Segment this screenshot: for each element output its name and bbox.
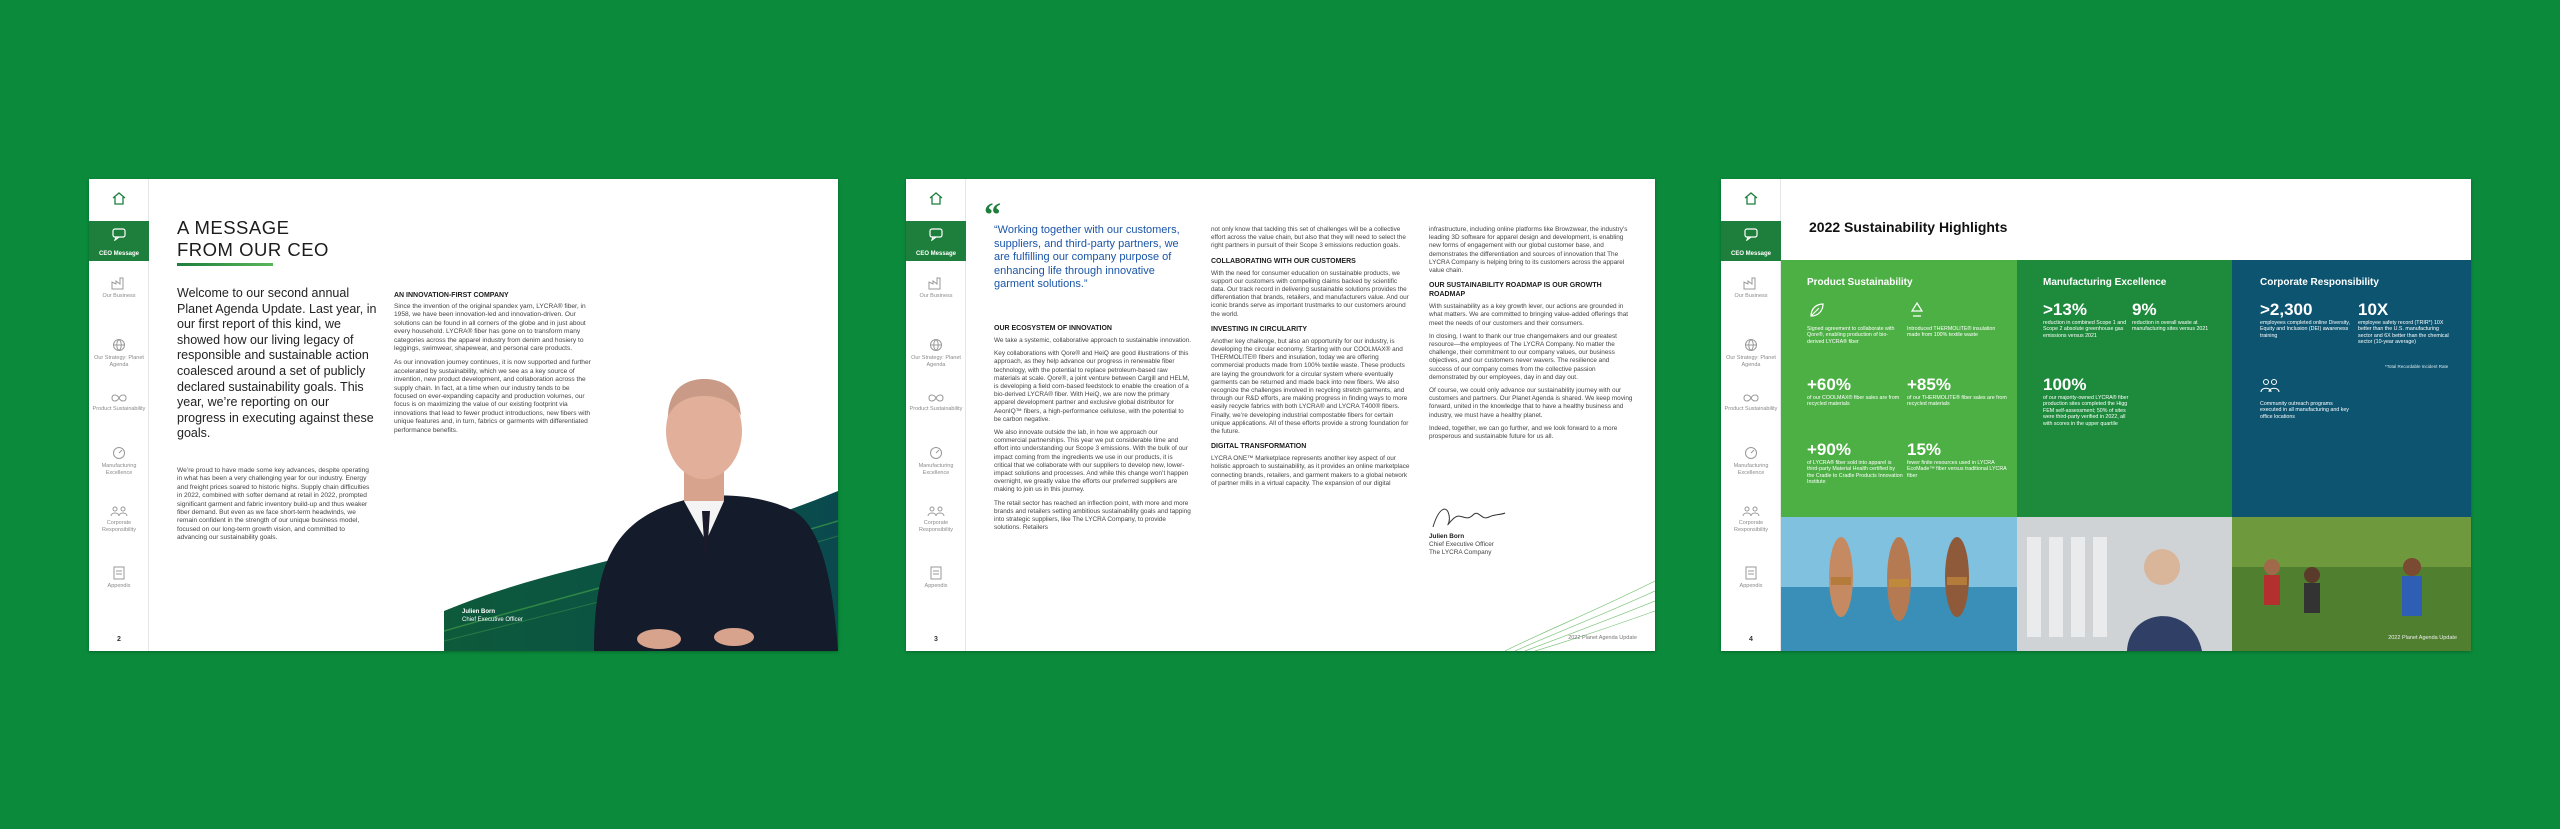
stat-item: +85% of our THERMOLITE® fiber sales are from recycled materials — [1907, 375, 2007, 408]
sidebar-item-ceo-message[interactable] — [89, 221, 149, 261]
sidebar-item-manufacturing[interactable]: Manufacturing Excellence — [89, 446, 149, 476]
gauge-icon — [112, 446, 126, 460]
sidebar-item-strategy[interactable]: Our Strategy: Planet Agenda — [1721, 338, 1781, 368]
document-icon — [930, 566, 942, 580]
infinity-icon — [928, 393, 944, 403]
recycle-icon — [1907, 300, 1927, 320]
document-icon — [1745, 566, 1757, 580]
page-number: 4 — [1749, 636, 1753, 643]
sidebar-item-business[interactable]: Our Business — [89, 276, 149, 300]
sidebar-item-strategy[interactable]: Our Strategy: Planet Agenda — [89, 338, 149, 368]
ceo-signature-block: Julien Born Chief Executive Officer The LYCRA Company — [1429, 533, 1494, 556]
body-column: Since the invention of the original spandex yarn, LYCRA® fiber, in 1958, we have been innovation-led and innovation-driven. Our solutions can be found in all corners of the globe and in just about every household. LYCRA® fiber has gone on to transform many categories across the apparel industry from denim and hosiery to leggings, swimwear, shapewear, and personal care products. As our innovation journey continues, it is now supported and further accelerated by sustainability, which we see as a key source of invention, new product development, and collaboration across the supply chain. In fact, at a time when our industry tends to be focused on ever-expanding capacity and production volumes, our focus is on maximizing the value of our existing footprint via innovations that lead to fewer product introductions, new fibers with unique features and, in turn, fabrics or garments with differentiated performance benefits. — [394, 303, 591, 434]
page-number: 2 — [117, 636, 121, 643]
stat-item: Community outreach programs executed in all manufacturing and key office locations — [2260, 375, 2354, 420]
people-icon — [1742, 505, 1760, 517]
leaf-icon — [1807, 300, 1827, 320]
beach-swimwear-photo — [1781, 517, 2017, 651]
sidebar-item-business[interactable]: Our Business — [1721, 276, 1781, 300]
product-sustainability-panel — [1781, 260, 2017, 517]
home-icon[interactable] — [111, 191, 127, 205]
gauge-icon — [929, 446, 943, 460]
page-title: 2022 Sustainability Highlights — [1809, 219, 2008, 235]
page-ceo-message-1 — [89, 179, 838, 651]
sidebar-item-ceo-message[interactable] — [1721, 221, 1781, 261]
stat-item: 15% fewer finite resources used in LYCRA EcoMade™ fiber versus traditional LYCRA fiber — [1907, 440, 2007, 479]
sidebar-item-ceo-message[interactable] — [906, 221, 966, 261]
community-gardening-photo — [2232, 517, 2471, 651]
footnote: *Total Recordable Incident Rate — [2385, 364, 2449, 369]
panel-heading: Product Sustainability — [1807, 277, 1913, 288]
globe-icon — [1744, 338, 1758, 352]
factory-icon — [111, 276, 127, 290]
sidebar-item-business[interactable]: Our Business — [906, 276, 966, 300]
sidebar-item-product[interactable]: Product Sustainability — [1721, 393, 1781, 413]
footer-text: 2022 Planet Agenda Update — [1568, 635, 1637, 641]
stat-item: 9% reduction in overall waste at manufacturing sites versus 2021 — [2132, 300, 2209, 333]
sidebar-item-appendix[interactable]: Appendix — [89, 566, 149, 590]
panel-heading: Corporate Responsibility — [2260, 277, 2379, 288]
sidebar-item-corporate[interactable]: Corporate Responsibility — [906, 505, 966, 533]
panel-heading: Manufacturing Excellence — [2043, 277, 2167, 288]
stat-item: 10X employee safety record (TRIR*) 10X better than the U.S. manufacturing sector and 6X better than the chemical sector (10-year average) — [2358, 300, 2449, 346]
section-heading: INVESTING IN CIRCULARITY — [1211, 325, 1308, 333]
text-column-2: not only know that tackling this set of challenges will be a collective effort across the value chain, but also that they will need to select the right partners in pursuit of their Scope 3 emissions reduction goals. COLLABORATING WITH OUR CUSTOMERS With the need for consumer education on sustainable products, we support our customers with compelling claims backed by scientific data. Our track record in delivering sustainable solutions provides the differentiation that brands, retailers, and manufacturers value. And our iconic brands serve as important trustmarks to our customers around the world. INVESTING IN CIRCULARITY Another key challenge, but also an opportunity for our industry, is developing the circular economy. Starting with our COOLMAX® and THERMOLITE® fibers and insulation, today we are offering commercial products made from 100% textile waste. These products are laying the groundwork for a circular system where eventually garments can be returned and made back into new fibers. We also recognize the challenges involved in recycling stretch garments, and through our R&D efforts, are making progress in finding ways to more easily recycle fabrics with both LYCRA® and LYCRA T400® fibers. Finally, we’re developing industrial compostable fibers for certain unique applications. All of these efforts provide a strong foundation for the future. DIGITAL TRANSFORMATION LYCRA ONE™ Marketplace represents another key aspect of our holistic approach to sustainability, as it provides an online marketplace connecting brands, retailers, and garment makers to a global network of partner mills in a virtual capacity. The expansion of our digital — [1211, 226, 1410, 487]
globe-icon — [929, 338, 943, 352]
sidebar-item-corporate[interactable]: Corporate Responsibility — [1721, 505, 1781, 533]
sidebar-nav — [906, 179, 966, 651]
sidebar-nav — [89, 179, 149, 651]
home-icon[interactable] — [928, 191, 944, 205]
sidebar-item-appendix[interactable]: Appendix — [906, 566, 966, 590]
page-highlights — [1721, 179, 2471, 651]
globe-icon — [112, 338, 126, 352]
gauge-icon — [1744, 446, 1758, 460]
section-heading: DIGITAL TRANSFORMATION — [1211, 443, 1307, 451]
page-number: 3 — [934, 636, 938, 643]
document-icon — [113, 566, 125, 580]
pull-quote: “Working together with our customers, suppliers, and third-party partners, we are fulfilling our company purpose of enhancing life through innovative garment solutions.” — [994, 224, 1180, 290]
factory-worker-photo — [2017, 517, 2232, 651]
page-title: A MESSAGE FROM OUR CEO — [177, 217, 329, 260]
infinity-icon — [111, 393, 127, 403]
people-icon — [110, 505, 128, 517]
sidebar-item-corporate[interactable]: Corporate Responsibility — [89, 505, 149, 533]
body-text: We’re proud to have made some key advances, despite operating in what has been a very challenging year for our industry. Energy and freight prices soared to historic highs. Supply chain difficulties in 2022, combined with softer demand at retail in 2022, prompted significant garment and fabric inventory build-up and thus weaker fiber demand. But even as we face short-term headwinds, we remain confident in the strength of our unique business model, focused on our long-term growth vision, and committed to advancing our sustainability goals. — [177, 467, 370, 542]
sidebar-item-manufacturing[interactable]: Manufacturing Excellence — [906, 446, 966, 476]
stat-item: 100% of our majority-owned LYCRA® fiber production sites completed the Higg FEM self-assessment; 50% of sites were third-party verified in 2022, all with scores in the upper quartile — [2043, 375, 2129, 427]
title-underline — [177, 263, 273, 266]
stat-item: Signed agreement to collaborate with Qore®, enabling production of bio-derived LYCRA® fiber — [1807, 300, 1903, 345]
factory-icon — [1743, 276, 1759, 290]
corporate-responsibility-panel — [2232, 260, 2471, 517]
sidebar-active-label: CEO Message — [1730, 251, 1772, 257]
speech-icon — [929, 227, 943, 241]
home-icon[interactable] — [1743, 191, 1759, 205]
sidebar-item-product[interactable]: Product Sustainability — [89, 393, 149, 413]
sidebar-item-product[interactable]: Product Sustainability — [906, 393, 966, 413]
infinity-icon — [1743, 393, 1759, 403]
text-column-3: infrastructure, including online platforms like Browzwear, the industry’s leading 3D software for apparel design and development, is enabling new forms of engagement with our global customer base, and demonstrates the differentiation and sources of innovation that The LYCRA Company is helping bring to its customers across the apparel value chain. OUR SUSTAINABILITY ROADMAP IS OUR GROWTH ROADMAP With sustainability as a key growth lever, our actions are grounded in what matters. We are committed to bringing value-added offerings that meet the needs of our customers and their consumers. In closing, I want to thank our true changemakers and our greatest resource—the employees of The LYCRA Company. No matter the challenge, their commitment to our company values, our business objectives, and our customers never wavers. The resilience and success of our company comes from the collective passion demonstrated by our employees, day in and day out. Of course, we could only advance our sustainability journey with our customers and partners. Our Planet Agenda is shared. We keep moving forward, united in the knowledge that to have a healthy business and industry, we must have a healthy planet. Indeed, together, we can go further, and we look forward to a more prosperous and sustainable future for us all. — [1429, 226, 1633, 441]
people-icon — [927, 505, 945, 517]
sidebar-nav — [1721, 179, 1781, 651]
sidebar-item-appendix[interactable]: Appendix — [1721, 566, 1781, 590]
manufacturing-excellence-panel — [2017, 260, 2232, 517]
sidebar-item-manufacturing[interactable]: Manufacturing Excellence — [1721, 446, 1781, 476]
section-heading: OUR SUSTAINABILITY ROADMAP IS OUR GROWTH ROADMAP — [1429, 282, 1602, 299]
section-heading: OUR ECOSYSTEM OF INNOVATION — [994, 325, 1112, 332]
factory-icon — [928, 276, 944, 290]
text-column-1: OUR ECOSYSTEM OF INNOVATION We take a systemic, collaborative approach to sustainable innovation. Key collaborations with Qore® and HeiQ are good illustrations of this approach, as they help advance our progress in renewable fiber technology, with the potential to replace petroleum-based raw materials at scale. Qore®, a joint venture between Cargill and HELM, is developing a field corn-based feedstock to enable the creation of a bio-derived LYCRA® fiber. With HeiQ, we are now the primary apparel development partner and exclusive global distributor for AeonIQ™ fibers, a high-performance cellulose, with the potential to be carbon negative. We also innovate outside the lab, in how we approach our commercial partnerships. This year we put considerable time and effort into understanding our Scope 3 emissions. With the bulk of our impact coming from the ingredients we use in our products, it is critical that we collaborate with our suppliers to develop new, lower-impact solutions and processes. And while this change won’t happen overnight, we greatly value the efforts our preferred suppliers are making to join us in this journey. The retail sector has reached an inflection point, with more and more brands and retailers setting ambitious sustainability goals and tapping into strategic suppliers, like The LYCRA Company, to provide solutions. Retailers — [994, 325, 1192, 532]
stat-item: +90% of LYCRA® fiber sold into apparel is third-party Material Health certified by the Cradle to Cradle Products Innovation Institute — [1807, 440, 1903, 486]
quote-mark-icon: “ — [984, 197, 1001, 234]
signature-image — [1429, 501, 1509, 533]
sidebar-item-strategy[interactable]: Our Strategy: Planet Agenda — [906, 338, 966, 368]
sidebar-active-label: CEO Message — [98, 251, 140, 257]
footer-text: 2022 Planet Agenda Update — [2388, 635, 2457, 641]
stat-item: >2,300 employees completed online Diversity, Equity and Inclusion (DEI) awareness training — [2260, 300, 2350, 339]
stat-item: >13% reduction in combined Scope 1 and Scope 2 absolute greenhouse gas emissions versus 2021 — [2043, 300, 2127, 339]
page-ceo-message-2 — [906, 179, 1655, 651]
community-icon — [2260, 375, 2280, 395]
section-heading: COLLABORATING WITH OUR CUSTOMERS — [1211, 257, 1356, 265]
sidebar-active-label: CEO Message — [915, 251, 957, 257]
stat-item: +60% of our COOLMAX® fiber sales are from recycled materials — [1807, 375, 1900, 408]
speech-icon — [112, 227, 126, 241]
section-heading: AN INNOVATION-FIRST COMPANY — [394, 292, 509, 299]
intro-text: Welcome to our second annual Planet Agenda Update. Last year, in our first report of this kind, we showed how our living legacy of responsible and sustainable action coalesced around a set of publicly declared sustainability goals. This year, we’re reporting on our progress in executing against these goals. — [177, 286, 377, 441]
stat-item: Introduced THERMOLITE® insulation made from 100% textile waste — [1907, 300, 2007, 339]
ceo-signature-block: Julien Born Chief Executive Officer — [462, 609, 523, 623]
speech-icon — [1744, 227, 1758, 241]
ceo-portrait-photo — [444, 311, 838, 651]
